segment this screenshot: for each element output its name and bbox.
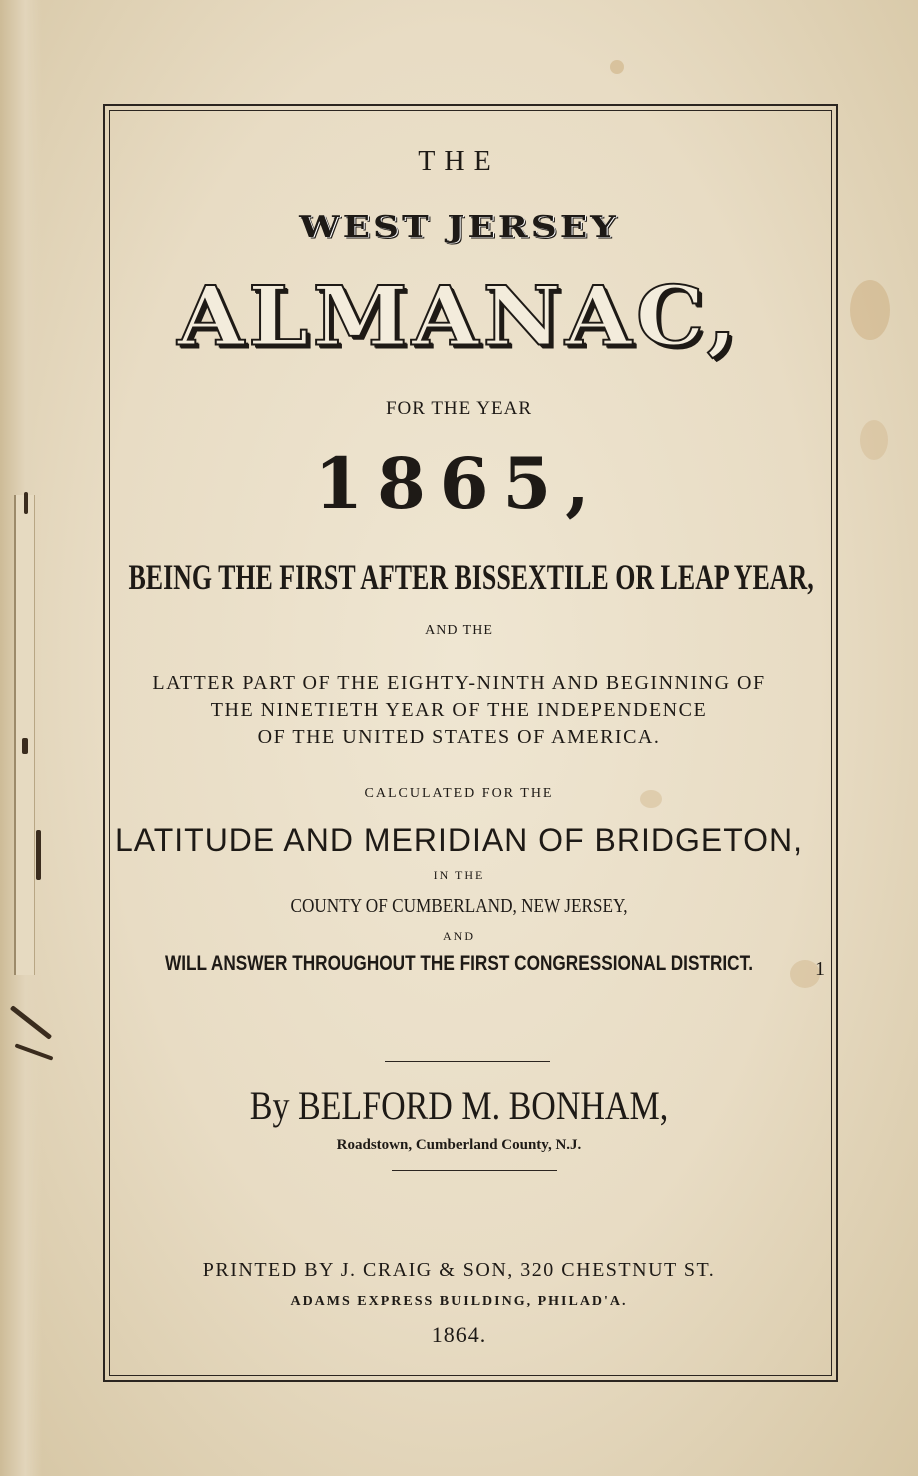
independence-block — [0, 670, 918, 751]
printer-address: ADAMS EXPRESS BUILDING, PHILAD'A. — [290, 1294, 628, 1309]
print-year: 1864. — [431, 1322, 487, 1347]
independence-line: THE NINETIETH YEAR OF THE INDEPENDENCE — [210, 699, 708, 721]
calculated-for-label: CALCULATED FOR THE — [364, 786, 554, 801]
for-the-year-label: FOR THE YEAR — [385, 398, 533, 419]
leap-year-note: BEING THE FIRST AFTER BISSEXTILE OR LEAP YEAR, — [128, 557, 814, 597]
independence-line: LATTER PART OF THE EIGHTY-NINTH AND BEGINNING OF — [152, 672, 766, 694]
divider-rule — [392, 1170, 557, 1171]
title-the: THE — [418, 146, 500, 177]
independence-line: OF THE UNITED STATES OF AMERICA. — [257, 726, 661, 748]
county-line: COUNTY OF CUMBERLAND, NEW JERSEY, — [290, 895, 628, 917]
latitude-line: LATITUDE AND MERIDIAN OF BRIDGETON, — [114, 822, 804, 858]
author-residence: Roadstown, Cumberland County, N.J. — [336, 1137, 582, 1153]
title-almanac: ALMANAC, — [177, 268, 741, 365]
title-region: WEST JERSEY — [299, 209, 619, 245]
margin-mark: 1 — [815, 958, 825, 980]
congressional-district-line: WILL ANSWER THROUGHOUT THE FIRST CONGRESSIONAL DISTRICT. — [164, 952, 754, 975]
divider-rule — [385, 1061, 550, 1062]
paper-stain — [610, 60, 624, 74]
and-label: AND — [443, 929, 475, 943]
and-the-label: AND THE — [425, 623, 493, 638]
printer-line: PRINTED BY J. CRAIG & SON, 320 CHESTNUT ST. — [202, 1259, 716, 1281]
almanac-year: 1865, — [314, 442, 604, 525]
author-name: By BELFORD M. BONHAM, — [249, 1083, 669, 1128]
in-the-label: IN THE — [433, 868, 485, 882]
